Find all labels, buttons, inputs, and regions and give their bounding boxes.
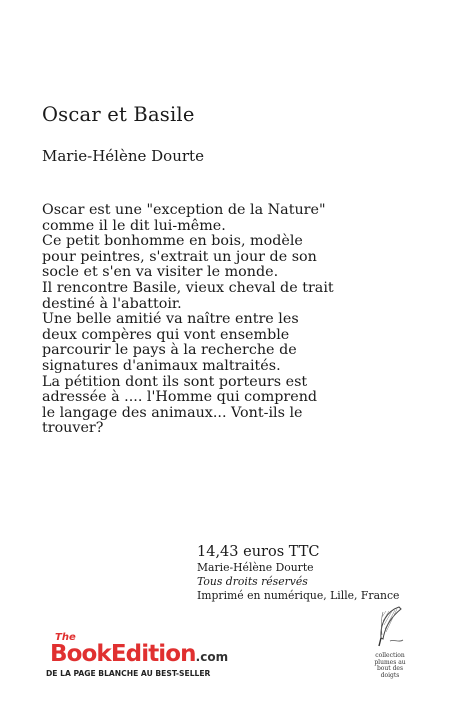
- back-cover-blurb: [42, 203, 372, 437]
- collection-mark: [364, 605, 416, 679]
- blurb-line: socle et s'en va visiter le monde.: [42, 264, 279, 281]
- blurb-line: Il rencontre Basile, vieux cheval de trait: [42, 279, 334, 296]
- imprint-block: [197, 543, 437, 603]
- blurb-line: Ce petit bonhomme en bois, modèle: [42, 233, 303, 250]
- logo-the: The: [55, 632, 76, 643]
- blurb-line: La pétition dont ils sont porteurs est: [42, 373, 308, 390]
- print-location: Imprimé en numérique, Lille, France: [197, 589, 400, 602]
- price: 14,43 euros TTC: [197, 544, 320, 560]
- blurb-line: adressée à .... l'Homme qui comprend: [42, 389, 318, 406]
- bookedition-logo: [38, 632, 258, 682]
- imprint-author: Marie-Hélène Dourte: [197, 561, 314, 574]
- blurb-line: signatures d'animaux maltraités.: [42, 357, 281, 374]
- quill-icon: [373, 605, 407, 649]
- blurb-line: destiné à l'abattoir.: [42, 295, 182, 312]
- logo-brand: [50, 641, 228, 667]
- collection-label: collection plumes au bout des doigts: [374, 652, 406, 679]
- rights-notice: Tous droits réservés: [197, 575, 308, 588]
- blurb-line: pour peintres, s'extrait un jour de son: [42, 248, 317, 265]
- blurb-line: deux compères qui vont ensemble: [42, 326, 290, 343]
- logo-tagline: DE LA PAGE BLANCHE AU BEST-SELLER: [46, 669, 211, 678]
- blurb-line: le langage des animaux... Vont-ils le: [42, 404, 303, 421]
- book-title: Oscar et Basile: [42, 103, 195, 126]
- logo-domain: .com: [195, 650, 229, 664]
- blurb-line: comme il le dit lui-même.: [42, 217, 226, 234]
- blurb-line: trouver?: [42, 420, 104, 437]
- logo-brand-name: BookEdition: [50, 641, 196, 667]
- blurb-line: parcourir le pays à la recherche de: [42, 342, 297, 359]
- blurb-line: Oscar est une "exception de la Nature": [42, 202, 326, 218]
- book-author: Marie-Hélène Dourte: [42, 147, 204, 165]
- blurb-line: Une belle amitié va naître entre les: [42, 311, 299, 328]
